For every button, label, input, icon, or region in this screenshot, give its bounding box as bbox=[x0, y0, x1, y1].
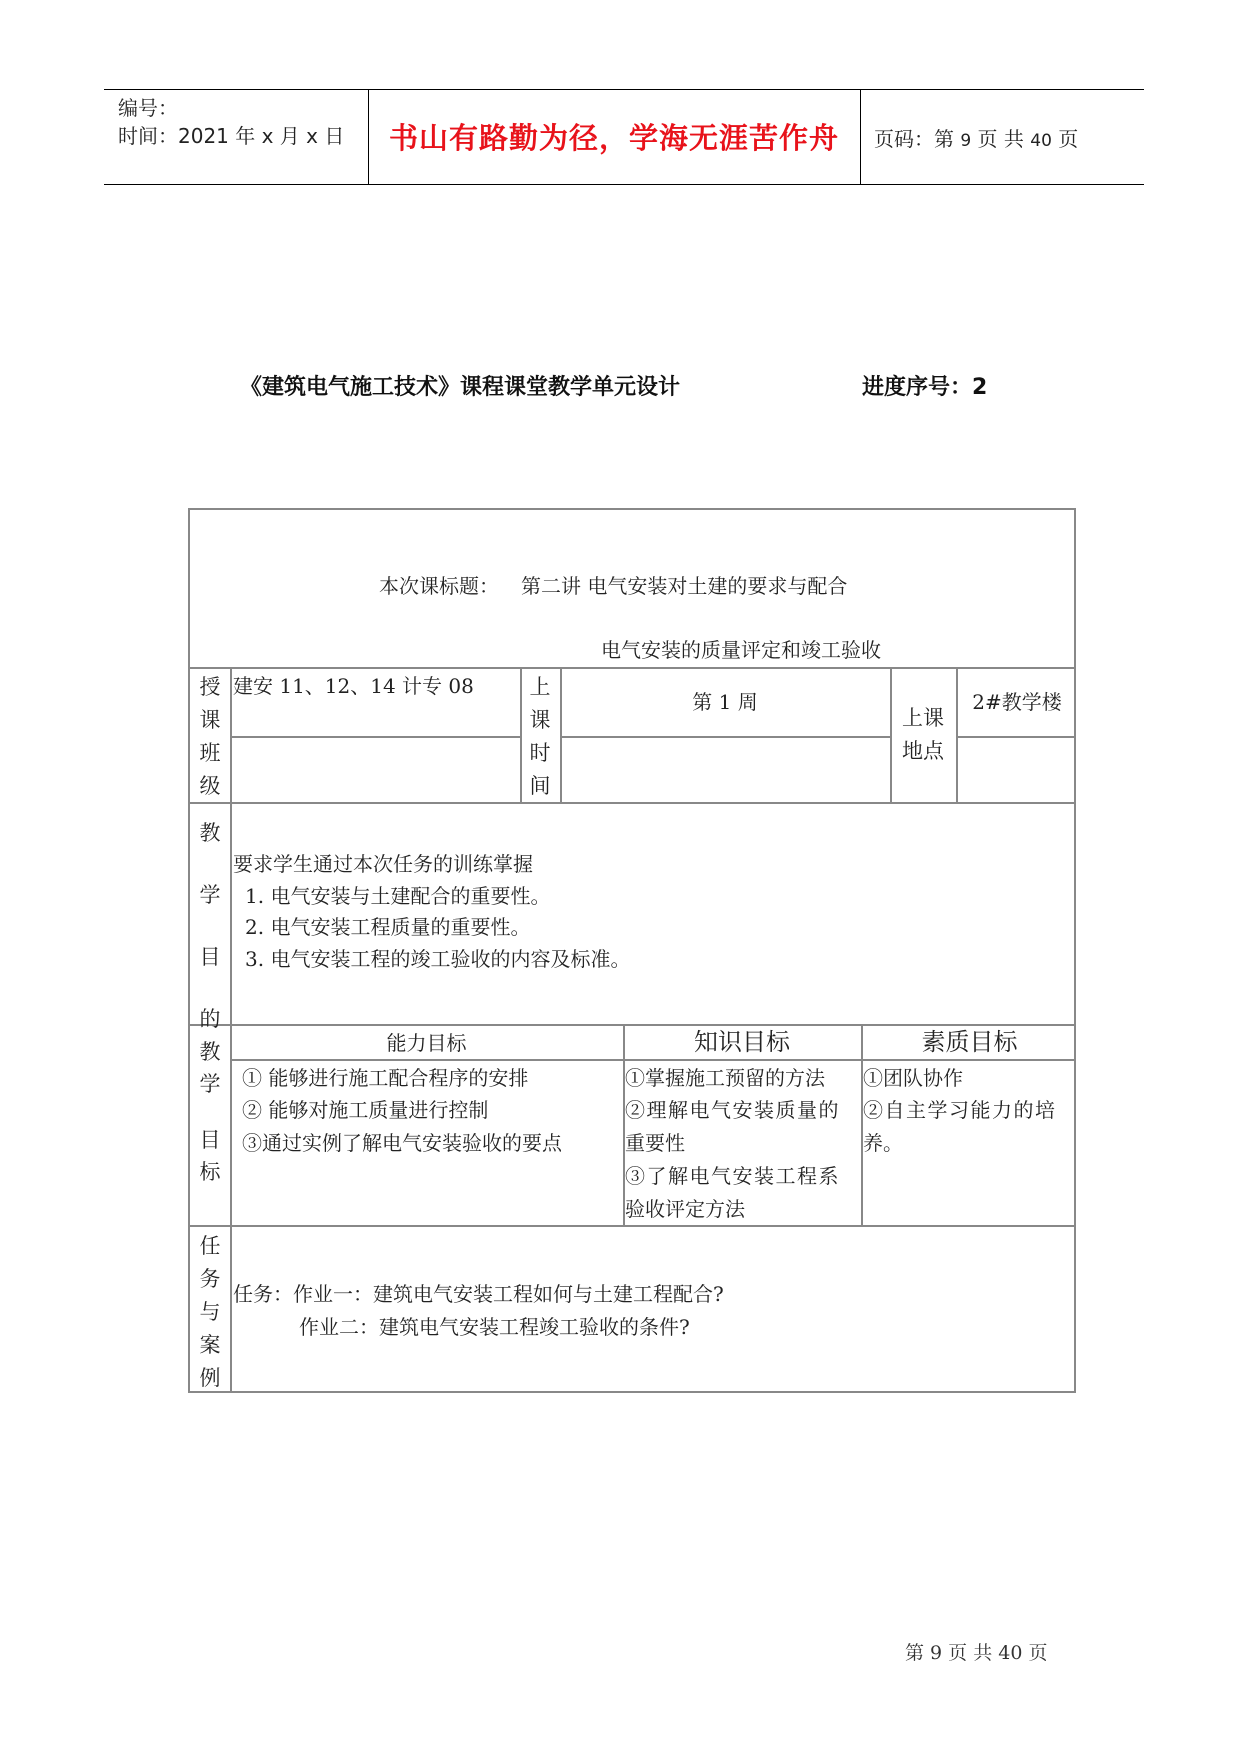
purpose-item: 3. 电气安装工程的竣工验收的内容及标准。 bbox=[245, 947, 631, 971]
class-place-label bbox=[890, 702, 956, 768]
task-line: 任务：作业一：建筑电气安装工程如何与土建工程配合? bbox=[233, 1282, 724, 1306]
topic-label: 本次课标题： bbox=[379, 574, 499, 598]
knowledge-line: ②理解电气安装质量的 bbox=[625, 1098, 840, 1122]
page-current: 9 bbox=[960, 131, 972, 151]
quality-line: 养。 bbox=[863, 1131, 903, 1155]
purpose-item: 1. 电气安装与土建配合的重要性。 bbox=[245, 884, 551, 908]
number-label: 编号： bbox=[118, 96, 178, 120]
task-label-char: 任 bbox=[199, 1234, 221, 1258]
purpose-label bbox=[190, 802, 230, 1050]
purpose-label-char: 教 bbox=[199, 821, 221, 845]
goals-label-char: 教 bbox=[199, 1040, 221, 1064]
purpose-intro: 要求学生通过本次任务的训练掌握 bbox=[233, 852, 533, 876]
row-divider bbox=[560, 736, 890, 738]
task-label bbox=[190, 1230, 230, 1395]
ability-item: ① 能够进行施工配合程序的安排 bbox=[242, 1066, 529, 1090]
ability-item: ② 能够对施工质量进行控制 bbox=[242, 1098, 489, 1122]
time-label-char: 上 bbox=[529, 675, 551, 699]
task-label-char: 与 bbox=[199, 1300, 221, 1324]
ability-header: 能力目标 bbox=[386, 1031, 467, 1055]
ability-item: ③通过实例了解电气安装验收的要点 bbox=[242, 1131, 562, 1155]
knowledge-line: ③了解电气安装工程系 bbox=[625, 1164, 840, 1188]
place-label-line: 地点 bbox=[902, 739, 944, 763]
purpose-label-char: 的 bbox=[199, 1007, 221, 1031]
knowledge-header: 知识目标 bbox=[694, 1028, 790, 1056]
class-time-value: 第 1 周 bbox=[692, 690, 758, 714]
class-label-char: 级 bbox=[199, 774, 221, 798]
lesson-topic bbox=[379, 570, 847, 602]
class-place-value: 2#教学楼 bbox=[972, 690, 1062, 714]
row-divider bbox=[230, 1059, 1074, 1061]
class-label-char: 班 bbox=[199, 741, 221, 765]
time-label: 时间：2021 年 x 月 x 日 bbox=[118, 124, 345, 148]
class-label bbox=[190, 671, 230, 803]
task-label-char: 务 bbox=[199, 1267, 221, 1291]
topic-line2: 电气安装的质量评定和竣工验收 bbox=[601, 638, 881, 662]
goals-label-char: 目 bbox=[199, 1128, 221, 1152]
purpose-item: 2. 电气安装工程质量的重要性。 bbox=[245, 915, 531, 939]
row-divider bbox=[190, 667, 1074, 669]
purpose-label-char: 学 bbox=[199, 883, 221, 907]
goals-label-char: 学 bbox=[199, 1072, 221, 1096]
knowledge-line: 验收评定方法 bbox=[625, 1197, 745, 1221]
header-meta bbox=[118, 94, 344, 150]
time-label-char: 间 bbox=[529, 774, 551, 798]
time-label-char: 时 bbox=[529, 741, 551, 765]
goals-label bbox=[190, 1036, 230, 1188]
page-middle: 页 共 bbox=[971, 127, 1031, 151]
purpose-label-char: 目 bbox=[199, 945, 221, 969]
quality-line: ①团队协作 bbox=[863, 1066, 963, 1090]
header-divider bbox=[860, 90, 861, 184]
topic-line1: 第二讲 电气安装对土建的要求与配合 bbox=[521, 574, 848, 598]
document-header bbox=[104, 89, 1144, 185]
quality-line: ②自主学习能力的培 bbox=[863, 1098, 1057, 1122]
quality-header: 素质目标 bbox=[921, 1028, 1018, 1056]
progress-number: 进度序号：2 bbox=[862, 375, 988, 400]
document-title: 《建筑电气施工技术》课程课堂教学单元设计 bbox=[240, 375, 681, 400]
task-line: 作业二：建筑电气安装工程竣工验收的条件? bbox=[299, 1315, 690, 1339]
header-motto: 书山有路勤为径，学海无涯苦作舟 bbox=[388, 121, 839, 155]
page-prefix: 页码：第 bbox=[874, 127, 961, 151]
time-label-char: 课 bbox=[529, 708, 551, 732]
page-suffix: 页 bbox=[1051, 127, 1079, 151]
knowledge-line: 重要性 bbox=[625, 1131, 685, 1155]
row-divider bbox=[190, 802, 1074, 804]
page-total: 40 bbox=[1030, 131, 1052, 151]
place-label-line: 上课 bbox=[902, 706, 944, 730]
task-label-char: 案 bbox=[199, 1333, 221, 1357]
goals-label-char: 标 bbox=[199, 1160, 221, 1184]
class-time-label bbox=[520, 671, 560, 803]
lesson-design-table bbox=[188, 508, 1076, 1393]
page-footer: 第 9 页 共 40 页 bbox=[905, 1642, 1048, 1664]
class-label-char: 授 bbox=[199, 675, 221, 699]
class-label-char: 课 bbox=[199, 708, 221, 732]
row-divider bbox=[190, 1225, 1074, 1227]
class-value: 建安 11、12、14 计专 08 bbox=[233, 674, 474, 698]
row-divider bbox=[230, 736, 520, 738]
knowledge-line: ①掌握施工预留的方法 bbox=[625, 1066, 825, 1090]
task-label-char: 例 bbox=[199, 1366, 221, 1390]
row-divider bbox=[956, 736, 1074, 738]
header-page-info bbox=[874, 123, 1078, 152]
